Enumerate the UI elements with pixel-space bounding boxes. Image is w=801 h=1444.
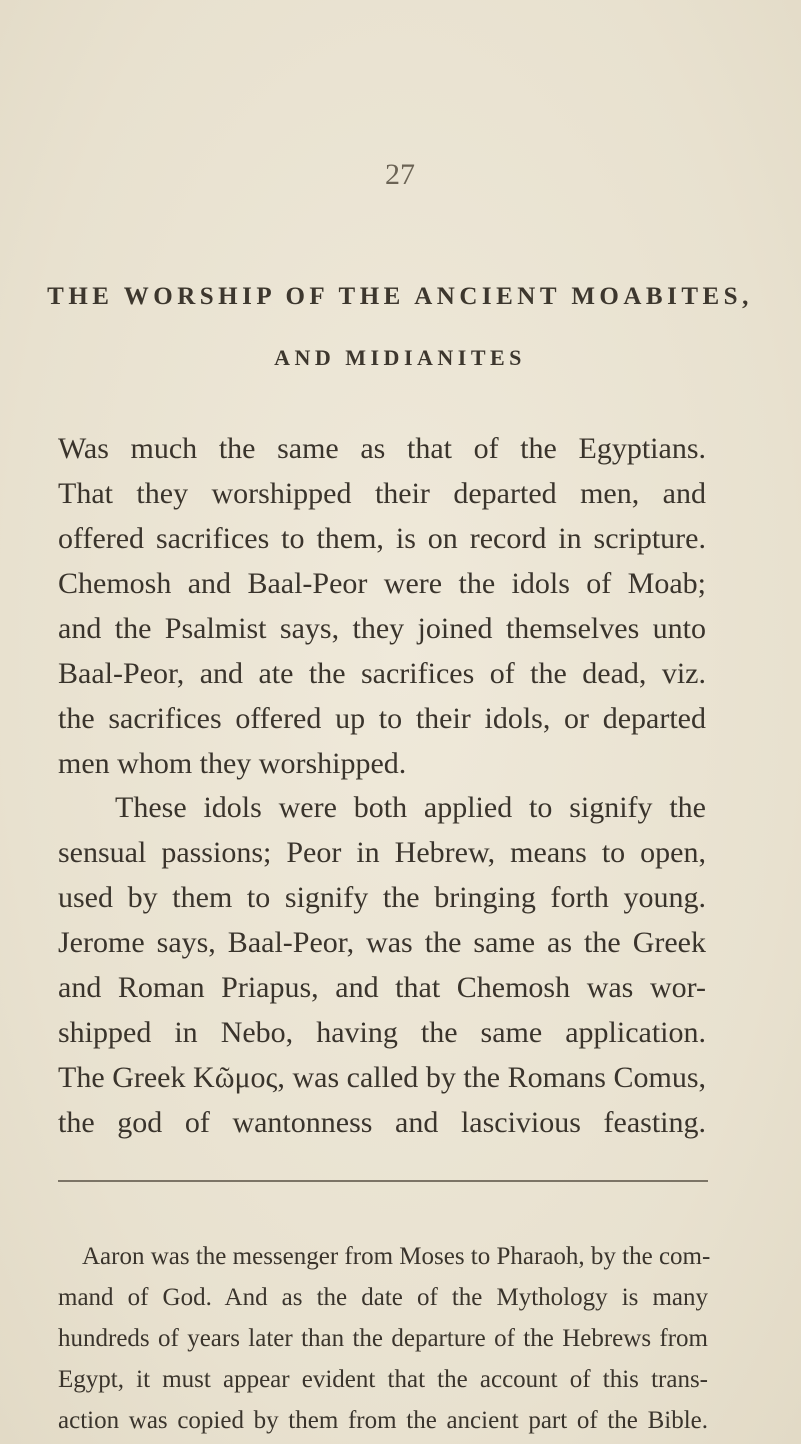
- body-text-line: the sacrifices offered up to their idols, or departed: [58, 702, 706, 735]
- body-text-line: shipped in Nebo, having the same application.: [58, 1016, 706, 1049]
- body-text-line: sensual passions; Peor in Hebrew, means to open,: [58, 836, 706, 869]
- footnote-line: mand of God. And as the date of the Mythology is many: [58, 1284, 708, 1311]
- footnote-line: Egypt, it must appear evident that the account of this trans-: [58, 1366, 708, 1393]
- footnote-divider: [58, 1180, 708, 1182]
- page-number: 27: [385, 158, 415, 191]
- body-text-line: men whom they worshipped.: [58, 747, 407, 780]
- footnote-line: hundreds of years later than the departure of the Hebrews from: [58, 1325, 708, 1352]
- body-text-line: and Roman Priapus, and that Chemosh was wor-: [58, 971, 706, 1004]
- body-text-line: These idols were both applied to signify the: [115, 791, 706, 824]
- body-text-line: Jerome says, Baal-Peor, was the same as the Greek: [58, 926, 706, 959]
- body-text-line: Chemosh and Baal-Peor were the idols of Moab;: [58, 567, 706, 600]
- body-text-line: used by them to signify the bringing forth young.: [58, 881, 706, 914]
- body-text-line: The Greek Κῶμος, was called by the Romans Comus,: [58, 1061, 706, 1094]
- body-text-line: the god of wantonness and lascivious feasting.: [58, 1106, 706, 1139]
- footnote-line: Aaron was the messenger from Moses to Pharaoh, by the com-: [82, 1243, 711, 1270]
- body-text-line: and the Psalmist says, they joined themselves unto: [58, 612, 706, 645]
- body-text-line: Was much the same as that of the Egyptians.: [58, 432, 706, 465]
- chapter-heading-line-2: AND MIDIANITES: [274, 345, 526, 370]
- footnote-line: action was copied by them from the ancient part of the Bible.: [58, 1407, 708, 1434]
- body-text-line: offered sacrifices to them, is on record in scripture.: [58, 522, 706, 555]
- body-text-line: That they worshipped their departed men, and: [58, 477, 706, 510]
- body-text-line: Baal-Peor, and ate the sacrifices of the dead, viz.: [58, 657, 706, 690]
- chapter-heading-line-1: THE WORSHIP OF THE ANCIENT MOABITES,: [47, 283, 753, 310]
